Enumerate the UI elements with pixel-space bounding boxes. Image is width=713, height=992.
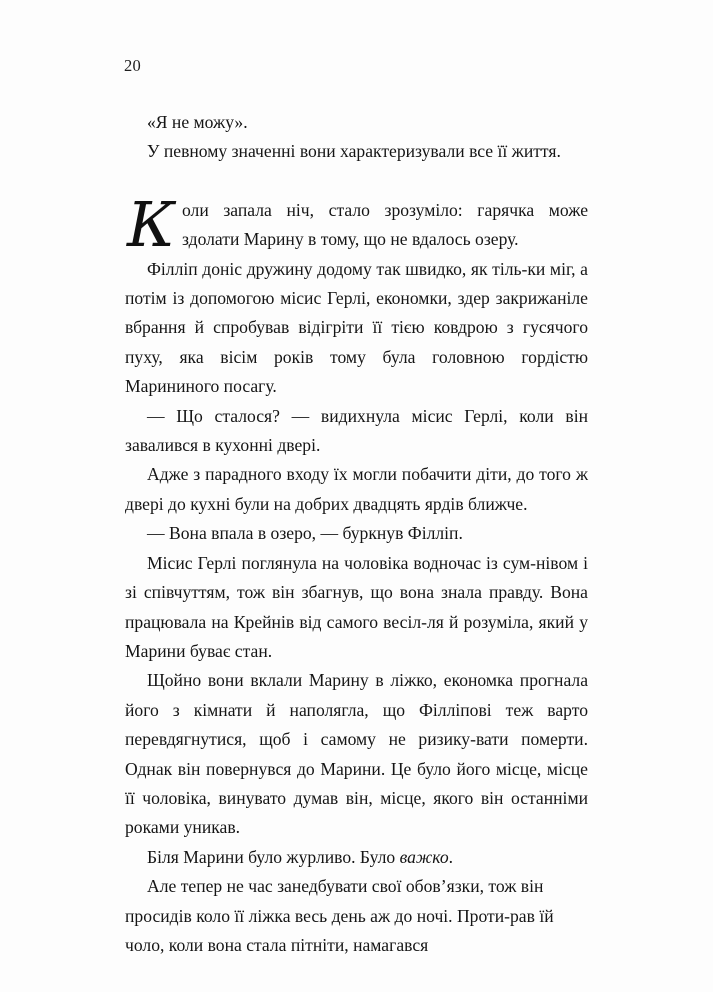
paragraph-closing: Але тепер не час занедбувати свої обов’язки, тож він просидів коло її ліжка весь день аж до ночі. Проти-​рав їй чоло, коли вона стала пітніти, намагався: [125, 876, 554, 955]
emphasis-after-text: .: [448, 846, 454, 867]
paragraph-body: Місис Герлі поглянула на чоловіка водночас із сум-​нівом і зі співчуттям, тож він збагнув, що вона знала правду. Вона працювала на Крейнів від самого весіл-​ля й розуміла, який у Марини буває стан.: [125, 552, 588, 661]
paragraph-body: Філліп доніс дружину додому так швидко, як тіль-​ки міг, а потім із допомогою місис Герлі, економки, здер закрижаніле вбрання й спробував відігріти її тією ковдрою з гусячого пуху, яка вісім років тому була головною гордістю Марининого посагу.: [125, 258, 588, 397]
paragraph-dialogue: — Що сталося? — видихнула місис Герлі, коли він завалився в кухонні двері.: [125, 405, 588, 456]
paragraph-italic-emphasis: [125, 843, 588, 872]
drop-cap-letter: К: [127, 187, 175, 261]
paragraph-spacer: [125, 167, 588, 196]
paragraph-dialogue: — Вона впала в озеро, — буркнув Філліп.: [147, 523, 463, 544]
drop-cap-text: оли запала ніч, стало зрозуміло: гарячка може здолати Марину в тому, що не вдалось озеру.: [181, 199, 588, 250]
emphasis-before-text: Біля Марини було журливо. Було: [147, 846, 400, 867]
emphasized-word: важко: [399, 846, 449, 867]
paragraph-dropcap: [125, 187, 588, 261]
paragraph-body: Щойно вони вклали Марину в ліжко, економка прогнала його з кімнати й наполягла, що Філліпові теж варто перевдягнутися, щоб і самому не ризику-​вати померти. Однак він повернувся до Марини. Це було його місце, місце її чоловіка, винувато думав він, місце, якого він останніми роками уникав.: [125, 670, 588, 838]
text-block: [125, 108, 588, 960]
paragraph-body: Адже з парадного входу їх могли побачити діти, до того ж двері до кухні були на добрих двадцять ярдів ближче.: [125, 464, 588, 514]
page-number: 20: [124, 56, 142, 75]
paragraph-opening: У певному значенні вони характеризували все її життя.: [147, 141, 561, 162]
paragraph-quote: «Я не можу».: [147, 112, 248, 132]
